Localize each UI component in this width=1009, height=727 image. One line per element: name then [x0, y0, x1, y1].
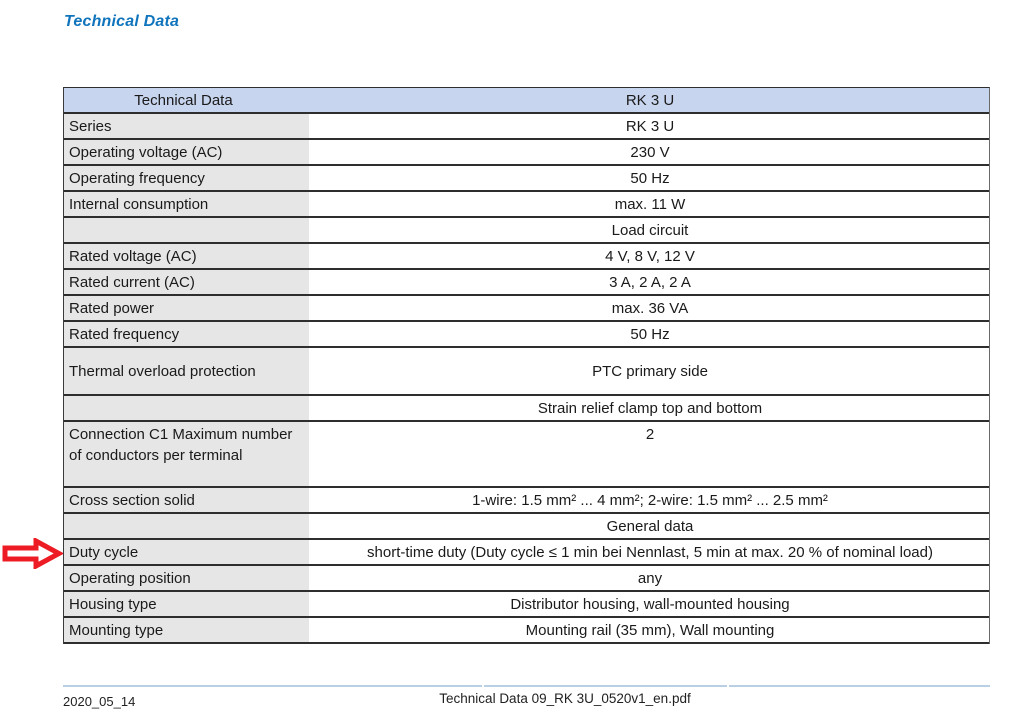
row-label: Rated frequency — [64, 322, 311, 346]
row-label: Connection C1 Maximum number of conductors per terminal — [64, 422, 311, 486]
table-row — [64, 488, 989, 514]
row-value: short-time duty (Duty cycle ≤ 1 min bei Nennlast, 5 min at max. 20 % of nominal load) — [311, 540, 989, 564]
table-header-col2: RK 3 U — [311, 88, 989, 112]
row-label: Rated current (AC) — [64, 270, 311, 294]
row-label: Internal consumption — [64, 192, 311, 216]
row-value: PTC primary side — [311, 348, 989, 394]
row-label: Housing type — [64, 592, 311, 616]
row-value: max. 36 VA — [311, 296, 989, 320]
row-label: Cross section solid — [64, 488, 311, 512]
table-row — [64, 348, 989, 396]
footer-divider-segment — [729, 685, 990, 687]
table-header-col1: Technical Data — [64, 88, 311, 112]
row-label: Thermal overload protection — [64, 348, 311, 394]
row-label: Rated voltage (AC) — [64, 244, 311, 268]
row-label: Mounting type — [64, 618, 311, 642]
table-row — [64, 244, 989, 270]
table-header-row — [64, 88, 989, 114]
table-row — [64, 618, 989, 644]
page-title: Technical Data — [64, 13, 180, 30]
row-value: General data — [311, 514, 989, 538]
table-row — [64, 114, 989, 140]
row-value: 4 V, 8 V, 12 V — [311, 244, 989, 268]
footer-divider-segment — [63, 685, 482, 687]
row-value: 50 Hz — [311, 166, 989, 190]
table-row — [64, 270, 989, 296]
row-label — [64, 514, 311, 538]
row-value: Strain relief clamp top and bottom — [311, 396, 989, 420]
row-value: max. 11 W — [311, 192, 989, 216]
row-label: Duty cycle — [64, 540, 311, 564]
row-label: Series — [64, 114, 311, 138]
row-label — [64, 218, 311, 242]
footer-date: 2020_05_14 — [63, 694, 136, 709]
row-label: Rated power — [64, 296, 311, 320]
footer-divider — [63, 685, 990, 687]
row-label: Operating voltage (AC) — [64, 140, 311, 164]
table-row — [64, 166, 989, 192]
table-row — [64, 296, 989, 322]
footer-filename: Technical Data 09_RK 3U_0520v1_en.pdf — [439, 691, 691, 706]
table-row — [64, 192, 989, 218]
row-value: Mounting rail (35 mm), Wall mounting — [311, 618, 989, 642]
red-arrow-icon — [1, 538, 63, 569]
row-value: Distributor housing, wall-mounted housing — [311, 592, 989, 616]
table-row — [64, 396, 989, 422]
row-value: RK 3 U — [311, 114, 989, 138]
row-value: Load circuit — [311, 218, 989, 242]
row-value: any — [311, 566, 989, 590]
table-row — [64, 514, 989, 540]
table-body — [64, 114, 989, 644]
row-value: 3 A, 2 A, 2 A — [311, 270, 989, 294]
row-label: Operating frequency — [64, 166, 311, 190]
row-label — [64, 396, 311, 420]
technical-data-table — [63, 87, 990, 644]
row-value: 50 Hz — [311, 322, 989, 346]
table-row — [64, 566, 989, 592]
row-label: Operating position — [64, 566, 311, 590]
row-value: 1-wire: 1.5 mm² ... 4 mm²; 2-wire: 1.5 mm² ... 2.5 mm² — [311, 488, 989, 512]
table-row — [64, 422, 989, 488]
table-row-annotated — [64, 540, 989, 566]
row-value: 230 V — [311, 140, 989, 164]
table-row — [64, 322, 989, 348]
row-value: 2 — [311, 422, 989, 486]
table-row — [64, 140, 989, 166]
footer-divider-segment — [484, 685, 727, 687]
table-row — [64, 218, 989, 244]
table-row — [64, 592, 989, 618]
